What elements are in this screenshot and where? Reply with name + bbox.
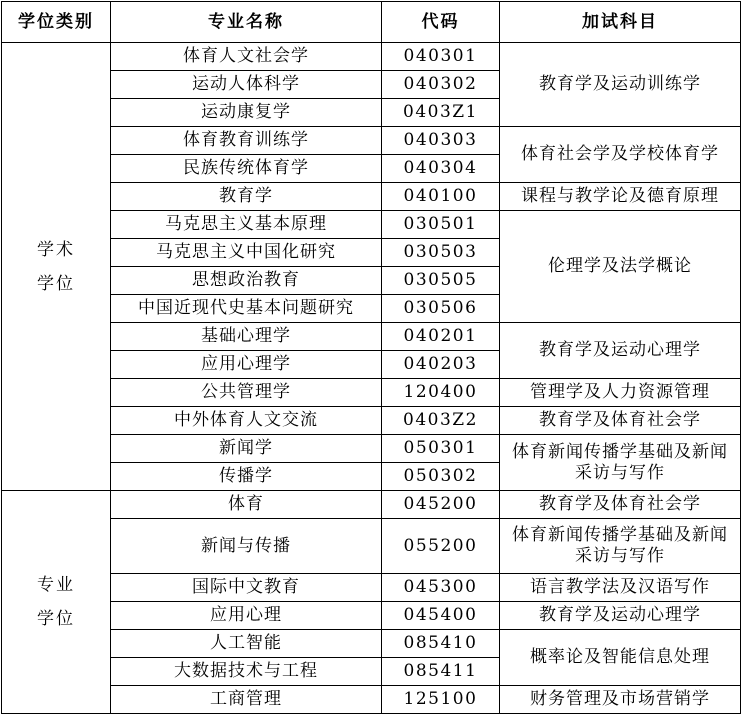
table-row [2, 519, 741, 574]
header-category: 学位类别 [2, 2, 111, 43]
extra-cell: 课程与教学论及德育原理 [500, 183, 741, 211]
extra-cell: 财务管理及市场营销学 [500, 686, 741, 714]
table-row [2, 43, 741, 71]
major-cell: 人工智能 [111, 630, 382, 658]
code-cell: 120400 [382, 379, 500, 407]
extra-cell: 体育新闻传播学基础及新闻采访与写作 [500, 519, 741, 574]
category-academic-line2: 学位 [37, 273, 75, 294]
major-cell: 运动康复学 [111, 99, 382, 127]
code-cell: 030501 [382, 211, 500, 239]
code-cell: 040304 [382, 155, 500, 183]
major-cell: 体育教育训练学 [111, 127, 382, 155]
table-row [2, 602, 741, 630]
major-cell: 传播学 [111, 463, 382, 491]
category-academic-line1: 学术 [37, 239, 75, 260]
major-cell: 体育人文社会学 [111, 43, 382, 71]
table-row [2, 630, 741, 658]
major-cell: 思想政治教育 [111, 267, 382, 295]
table-row [2, 211, 741, 239]
code-cell: 045200 [382, 491, 500, 519]
extra-cell: 概率论及智能信息处理 [500, 630, 741, 686]
code-cell: 045300 [382, 574, 500, 602]
table-row [2, 491, 741, 519]
code-cell: 085410 [382, 630, 500, 658]
major-cell: 应用心理 [111, 602, 382, 630]
major-cell: 体育 [111, 491, 382, 519]
code-cell: 040203 [382, 351, 500, 379]
major-cell: 民族传统体育学 [111, 155, 382, 183]
major-cell: 新闻与传播 [111, 519, 382, 574]
code-cell: 040303 [382, 127, 500, 155]
header-code: 代码 [382, 2, 500, 43]
extra-cell: 体育新闻传播学基础及新闻采访与写作 [500, 435, 741, 491]
major-cell: 基础心理学 [111, 323, 382, 351]
extra-cell: 教育学及体育社会学 [500, 407, 741, 435]
extra-cell: 体育社会学及学校体育学 [500, 127, 741, 183]
header-extra: 加试科目 [500, 2, 741, 43]
table-row [2, 323, 741, 351]
code-cell: 030503 [382, 239, 500, 267]
major-cell: 国际中文教育 [111, 574, 382, 602]
major-cell: 马克思主义基本原理 [111, 211, 382, 239]
code-cell: 045400 [382, 602, 500, 630]
major-cell: 运动人体科学 [111, 71, 382, 99]
code-cell: 085411 [382, 658, 500, 686]
extra-cell: 语言教学法及汉语写作 [500, 574, 741, 602]
code-cell: 030506 [382, 295, 500, 323]
extra-cell: 教育学及体育社会学 [500, 491, 741, 519]
code-cell: 125100 [382, 686, 500, 714]
table-row [2, 379, 741, 407]
code-cell: 055200 [382, 519, 500, 574]
extra-cell: 教育学及运动训练学 [500, 43, 741, 127]
major-cell: 公共管理学 [111, 379, 382, 407]
table-row [2, 574, 741, 602]
major-cell: 教育学 [111, 183, 382, 211]
extra-cell: 教育学及运动心理学 [500, 602, 741, 630]
code-cell: 050301 [382, 435, 500, 463]
code-cell: 040302 [382, 71, 500, 99]
major-cell: 大数据技术与工程 [111, 658, 382, 686]
major-cell: 应用心理学 [111, 351, 382, 379]
major-cell: 新闻学 [111, 435, 382, 463]
extra-cell: 伦理学及法学概论 [500, 211, 741, 323]
category-professional [2, 491, 111, 714]
code-cell: 050302 [382, 463, 500, 491]
table-row [2, 435, 741, 463]
major-cell: 马克思主义中国化研究 [111, 239, 382, 267]
code-cell: 040301 [382, 43, 500, 71]
table-row [2, 686, 741, 714]
category-professional-line2: 学位 [37, 609, 75, 629]
table-row [2, 407, 741, 435]
code-cell: 040201 [382, 323, 500, 351]
major-cell: 工商管理 [111, 686, 382, 714]
code-cell: 0403Z1 [382, 99, 500, 127]
major-cell: 中国近现代史基本问题研究 [111, 295, 382, 323]
subjects-table [1, 1, 741, 714]
extra-cell: 管理学及人力资源管理 [500, 379, 741, 407]
category-academic [2, 43, 111, 491]
major-cell: 中外体育人文交流 [111, 407, 382, 435]
code-cell: 030505 [382, 267, 500, 295]
category-professional-line1: 专业 [37, 575, 75, 595]
table-row [2, 183, 741, 211]
header-major: 专业名称 [111, 2, 382, 43]
code-cell: 040100 [382, 183, 500, 211]
extra-cell: 教育学及运动心理学 [500, 323, 741, 379]
header-row [2, 2, 741, 43]
code-cell: 0403Z2 [382, 407, 500, 435]
table-row [2, 127, 741, 155]
